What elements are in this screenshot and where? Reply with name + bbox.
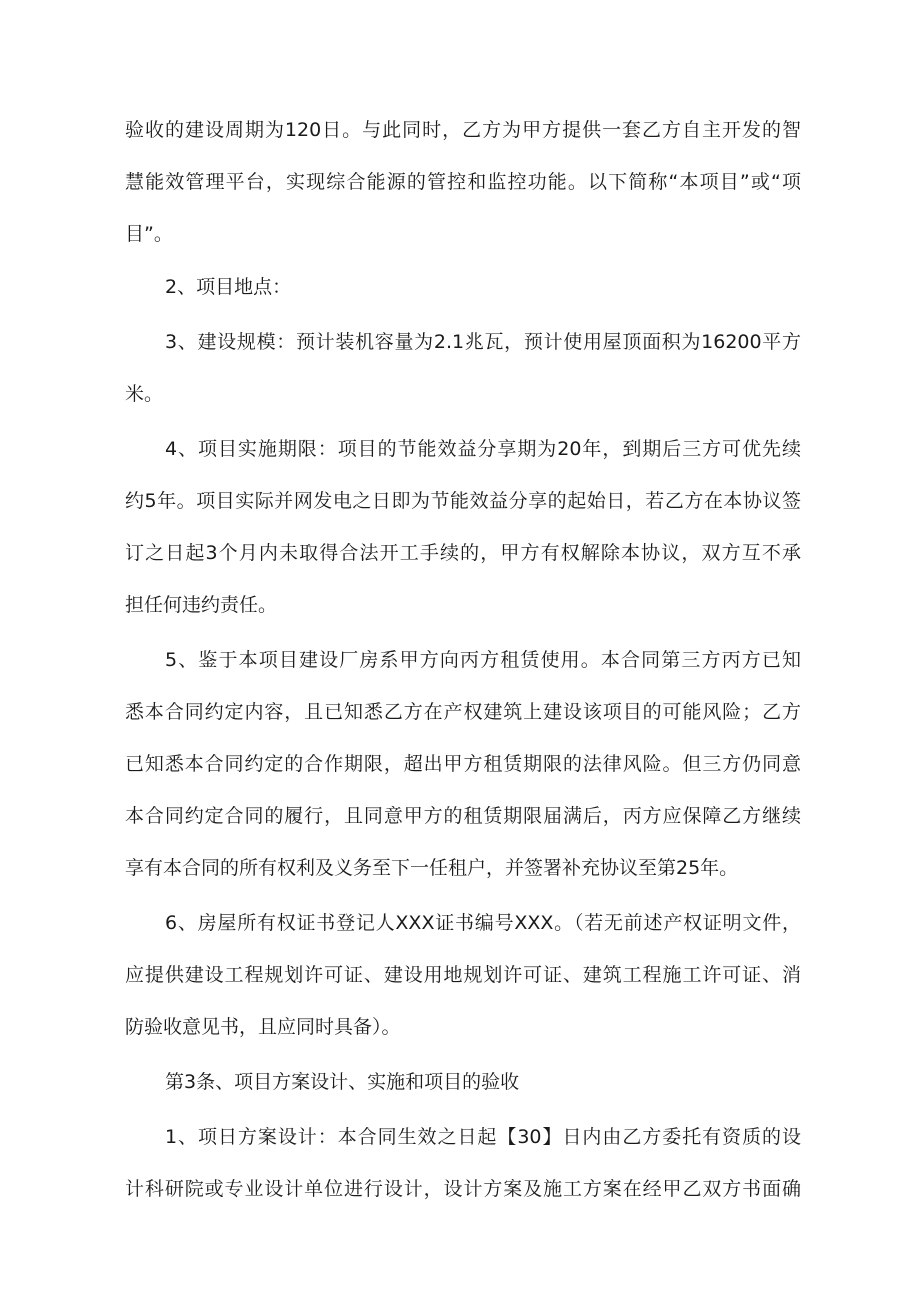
text-line: 米。 <box>125 383 164 405</box>
text-line: 慧能效管理平台，实现综合能源的管控和监控功能。以下简称“本项目”或“项 <box>125 171 801 193</box>
text-line: 悉本合同约定内容，且已知悉乙方在产权建筑上建设该项目的可能风险；乙方 <box>125 701 801 723</box>
text-line: 验收的建设周期为120日。与此同时，乙方为甲方提供一套乙方自主开发的智 <box>125 119 801 141</box>
text-line: 约5年。项目实际并网发电之日即为节能效益分享的起始日，若乙方在本协议签 <box>125 490 801 512</box>
text-line: 应提供建设工程规划许可证、建设用地规划许可证、建筑工程施工许可证、消 <box>125 964 801 986</box>
text-line: 本合同约定合同的履行，且同意甲方的租赁期限届满后，丙方应保障乙方继续 <box>125 805 801 827</box>
text-line: 目”。 <box>125 223 173 245</box>
section-heading: 第3条、项目方案设计、实施和项目的验收 <box>165 1071 520 1093</box>
text-line: 已知悉本合同约定的合作期限，超出甲方租赁期限的法律风险。但三方仍同意 <box>125 753 801 775</box>
text-line: 计科研院或专业设计单位进行设计，设计方案及施工方案在经甲乙双方书面确 <box>125 1178 801 1200</box>
text-line: 1、项日方案设计：本合同生效之日起【30】日内由乙方委托有资质的设 <box>165 1126 801 1148</box>
text-line: 防验收意见书，且应同时具备）。 <box>125 1016 401 1038</box>
text-line: 订之日起3个月内未取得合法开工手续的，甲方有权解除本协议，双方互不承 <box>125 542 801 564</box>
text-line: 享有本合同的所有权利及义务至下一任租户，并签署补充协议至第25年。 <box>125 857 739 879</box>
text-line: 担任何违约责任。 <box>125 594 278 616</box>
text-line: 4、项目实施期限：项目的节能效益分享期为20年，到期后三方可优先续 <box>165 438 801 460</box>
text-line: 3、建设规模：预计装机容量为2.1兆瓦，预计使用屋顶面积为16200平方 <box>165 331 801 353</box>
text-line: 5、鉴于本项目建设厂房系甲方向丙方租赁使用。本合同第三方丙方已知 <box>165 649 801 671</box>
text-line: 2、项目地点： <box>165 276 292 298</box>
text-line: 6、房屋所有权证书登记人XXX证书编号XXX。（若无前述产权证明文件， <box>165 912 801 934</box>
